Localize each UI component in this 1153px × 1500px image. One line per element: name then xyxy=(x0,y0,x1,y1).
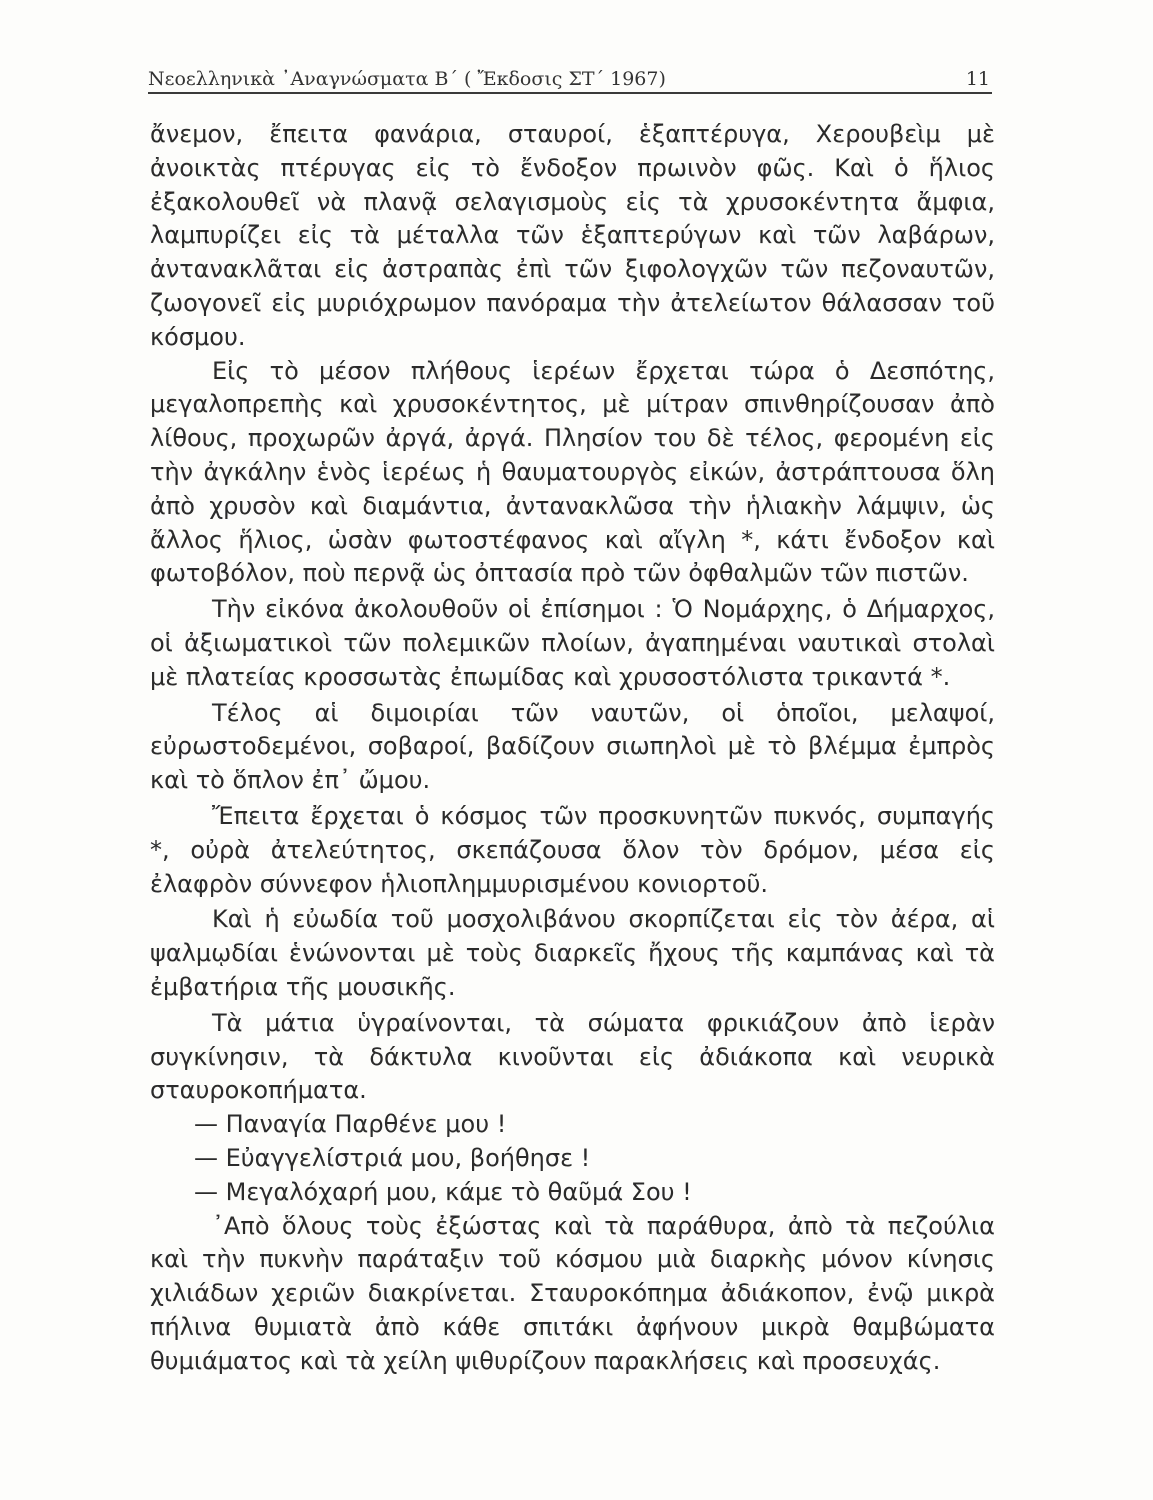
header-rule xyxy=(148,92,992,94)
page-number: 11 xyxy=(965,68,990,90)
paragraph: Τὰ μάτια ὑγραίνονται, τὰ σώματα φρικιάζουν ἀπὸ ἱερὰν συγκίνησιν, τὰ δάκτυλα κινοῦνται εἰς ἀδιάκοπα καὶ νευρικὰ σταυροκοπήματα. xyxy=(150,1008,995,1105)
paragraph: Εἰς τὸ μέσον πλήθους ἱερέων ἔρχεται τώρα ὁ Δεσπότης, μεγαλοπρεπὴς καὶ χρυσοκέντητος, μὲ μίτραν σπινθηρίζουσαν ἀπὸ λίθους, προχωρῶν ἀργά, ἀργά. Πλησίον του δὲ τέλος, φερομένη εἰς τὴν ἀγκάλην ἑνὸς ἱερέως ἡ θαυματουργὸς εἰκών, ἀστράπτουσα ὅλη ἀπὸ χρυσὸν καὶ διαμάντια, ἀντανακλῶσα τὴν ἡλιακὴν λάμψιν, ὡς ἄλλος ἥλιος, ὡσὰν φωτοστέφανος καὶ αἴγλη *, κάτι ἔνδοξον καὶ φωτοβόλον, ποὺ περνᾷ ὡς ὀπτασία πρὸ τῶν ὀφθαλμῶν τῶν πιστῶν. xyxy=(150,356,995,588)
running-title: Νεοελληνικὰ ᾿Αναγνώσματα Β΄ ( Ἔκδοσις ΣΤ΄ 1967) xyxy=(148,68,666,90)
paragraph: Τέλος αἱ διμοιρίαι τῶν ναυτῶν, οἱ ὁποῖοι, μελαψοί, εὐρωστοδεμένοι, σοβαροί, βαδίζουν σιωπηλοὶ μὲ τὸ βλέμμα ἐμπρὸς καὶ τὸ ὅπλον ἐπ᾿ ὤμου. xyxy=(150,698,995,795)
body-text xyxy=(150,118,995,1378)
paragraph: ἄνεμον, ἔπειτα φανάρια, σταυροί, ἑξαπτέρυγα, Χερουβεὶμ μὲ ἀνοικτὰς πτέρυγας εἰς τὸ ἔνδοξον πρωινὸν φῶς. Καὶ ὁ ἥλιος ἐξακολουθεῖ νὰ πλανᾷ σελαγισμοὺς εἰς τὰ χρυσοκέντητα ἄμφια, λαμπυρίζει εἰς τὰ μέταλλα τῶν ἑξαπτερύγων καὶ τῶν λαβάρων, ἀντανακλᾶται εἰς ἀστραπὰς ἐπὶ τῶν ξιφολογχῶν τῶν πεζοναυτῶν, ζωογονεῖ εἰς μυριόχρωμον πανόραμα τὴν ἀτελείωτον θάλασσαν τοῦ κόσμου. xyxy=(150,120,995,351)
paragraph: Καὶ ἡ εὐωδία τοῦ μοσχολιβάνου σκορπίζεται εἰς τὸν ἀέρα, αἱ ψαλμῳδίαι ἑνώνονται μὲ τοὺς διαρκεῖς ἤχους τῆς καμπάνας καὶ τὰ ἐμβατήρια τῆς μουσικῆς. xyxy=(150,905,995,1001)
dialogue-line: — Παναγία Παρθένε μου ! xyxy=(194,1110,507,1139)
dialogue-line: — Εὐαγγελίστριά μου, βοήθησε ! xyxy=(194,1143,591,1172)
dialogue-line: — Μεγαλόχαρή μου, κάμε τὸ θαῦμά Σου ! xyxy=(194,1177,692,1206)
paragraph: Τὴν εἰκόνα ἀκολουθοῦν οἱ ἐπίσημοι : Ὁ Νομάρχης, ὁ Δήμαρχος, οἱ ἀξιωματικοὶ τῶν πολεμικῶν πλοίων, ἀγαπημέναι ναυτικαὶ στολαὶ μὲ πλατείας κροσσωτὰς ἐπωμίδας καὶ χρυσοστόλιστα τρικαντά *. xyxy=(150,595,995,691)
running-head xyxy=(148,58,990,90)
paragraph: Ἔπειτα ἔρχεται ὁ κόσμος τῶν προσκυνητῶν πυκνός, συμπαγής *, οὐρὰ ἀτελεύτητος, σκεπάζουσα ὅλον τὸν δρόμον, μέσα εἰς ἐλαφρὸν σύννεφον ἡλιοπλημμυρισμένου κονιορτοῦ. xyxy=(150,801,995,898)
paragraph: ᾿Απὸ ὅλους τοὺς ἐξώστας καὶ τὰ παράθυρα, ἀπὸ τὰ πεζούλια καὶ τὴν πυκνὴν παράταξιν τοῦ κόσμου μιὰ διαρκὴς μόνον κίνησις χιλιάδων χεριῶν διακρίνεται. Σταυροκόπημα ἀδιάκοπον, ἐνῷ μικρὰ πήλινα θυμιατὰ ἀπὸ κάθε σπιτάκι ἀφήνουν μικρὰ θαμβώματα θυμιάματος καὶ τὰ χείλη ψιθυρίζουν παρακλήσεις καὶ προσευχάς. xyxy=(150,1211,995,1375)
